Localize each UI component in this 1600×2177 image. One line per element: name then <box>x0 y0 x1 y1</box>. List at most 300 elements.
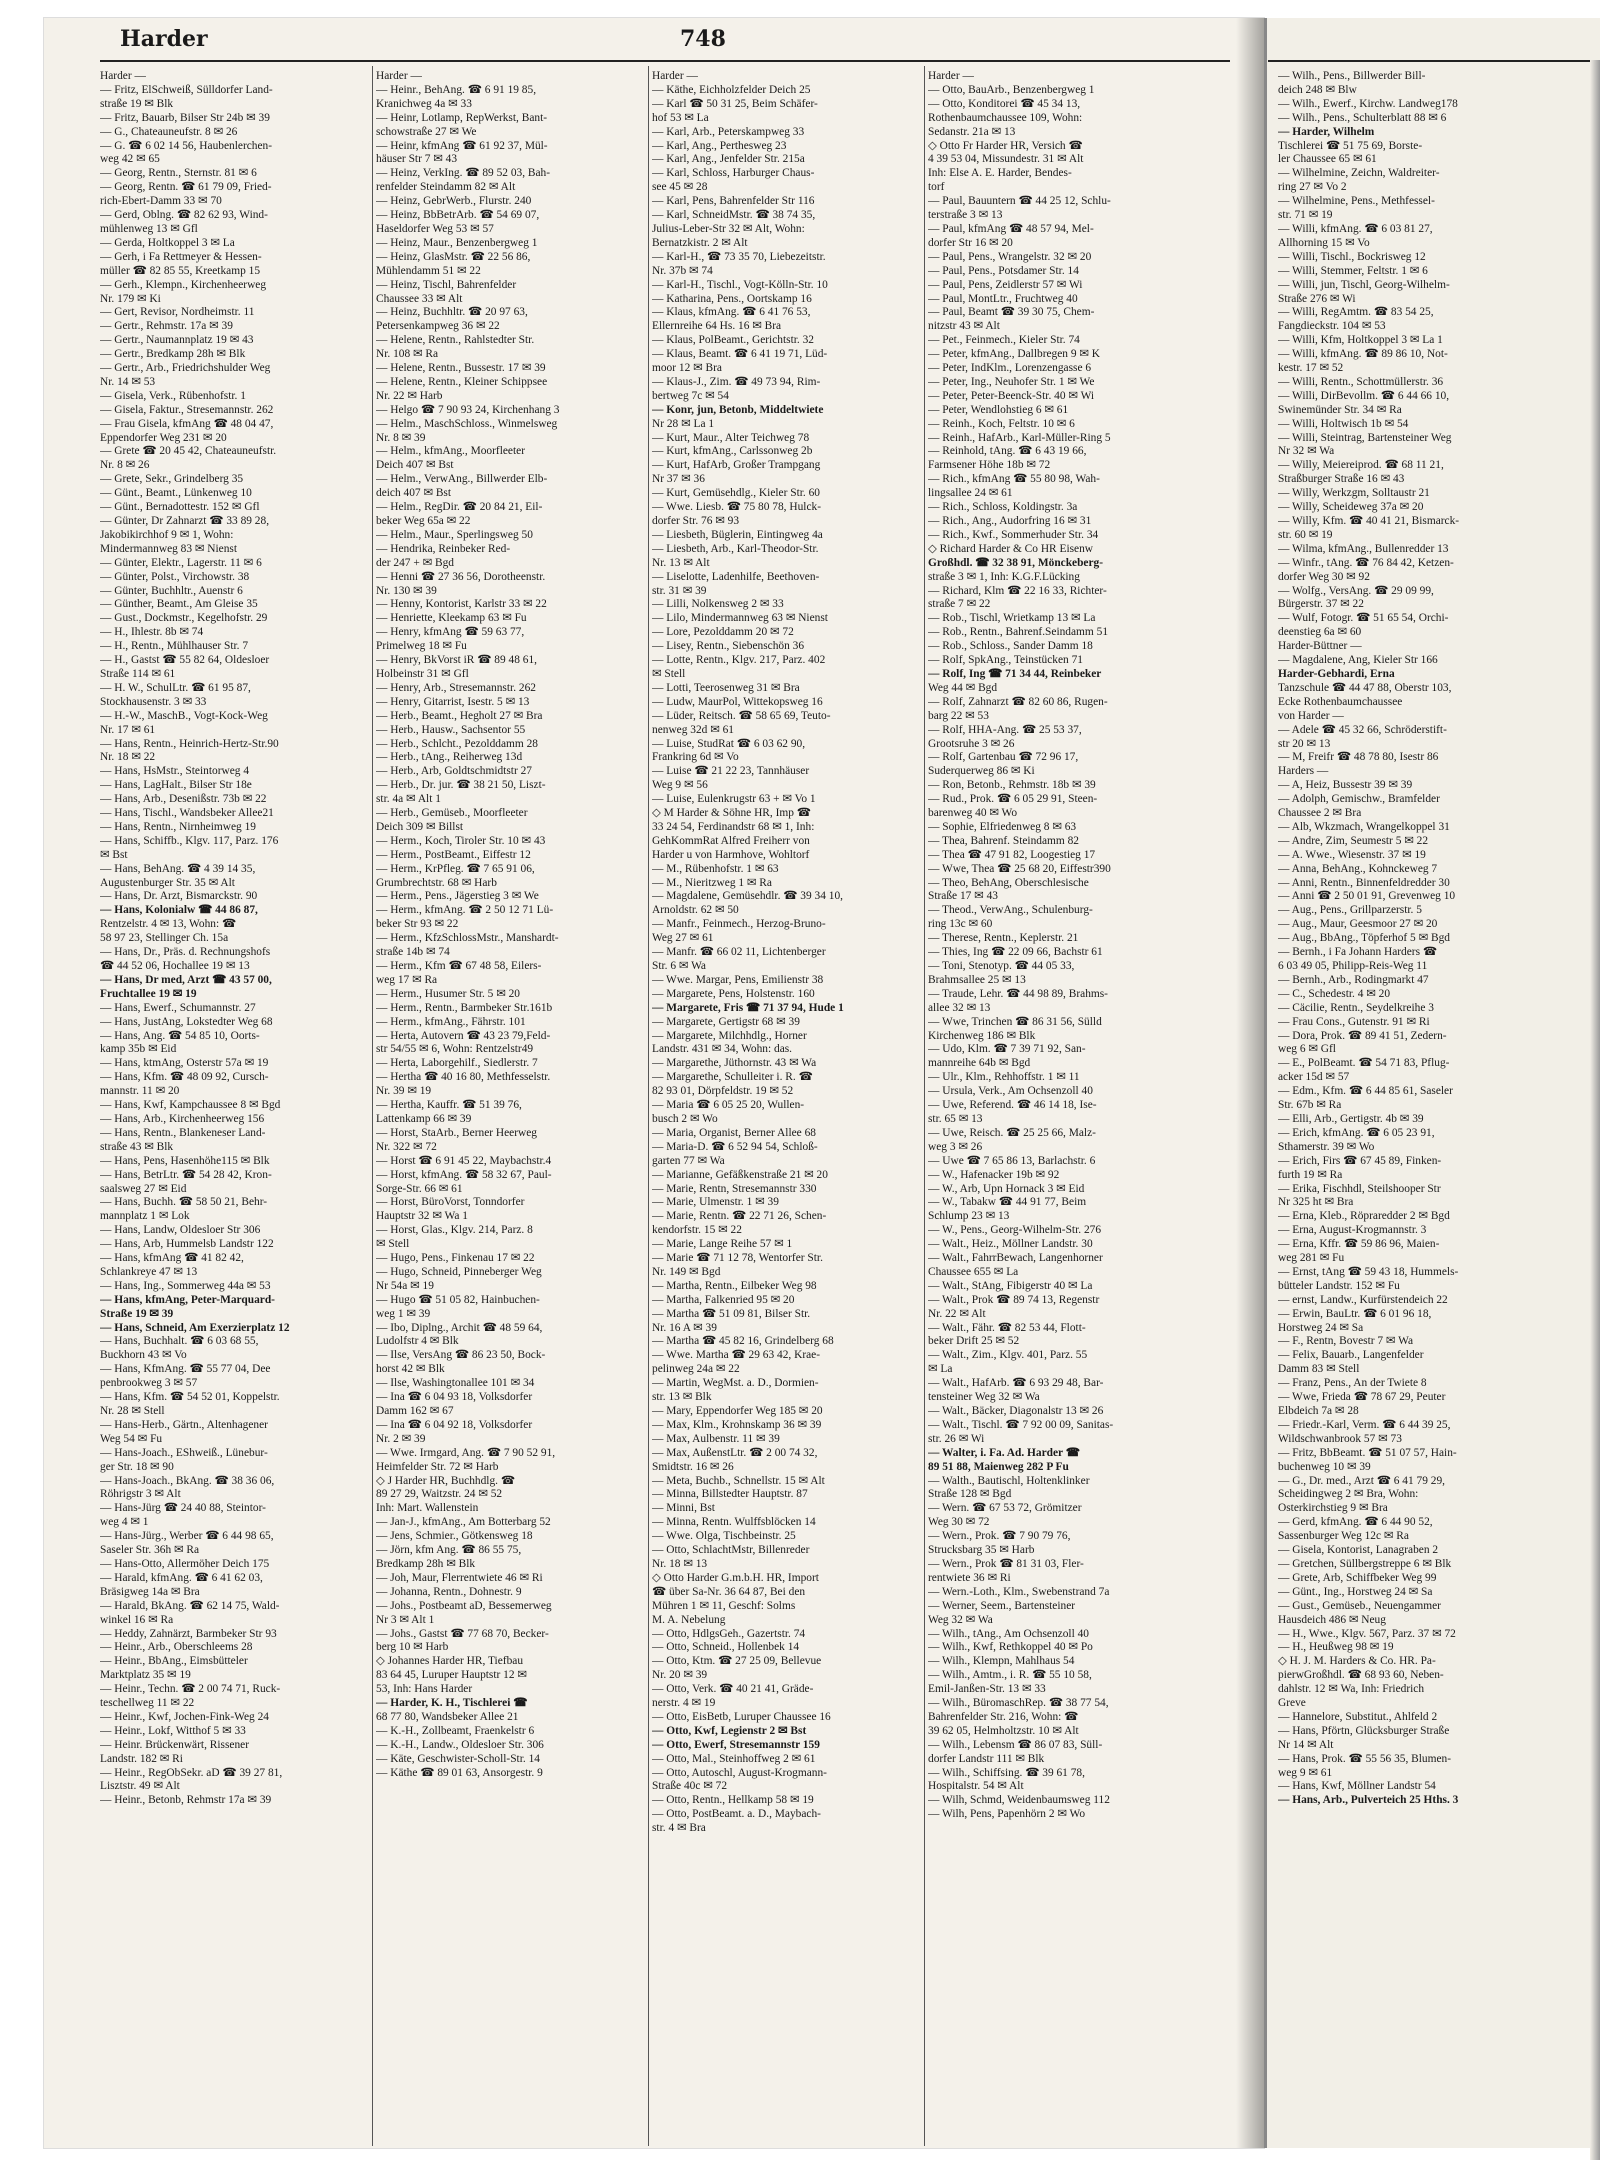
directory-entry-line: — Günt., Ing., Horstweg 24 ✉ Sa <box>1278 1585 1433 1598</box>
directory-entry-line: — Wwe, Trinchen ☎ 86 31 56, Sülld <box>928 1015 1102 1028</box>
directory-entry-line: — Ulr., Klm., Rehhoffstr. 1 ✉ 11 <box>928 1071 1080 1084</box>
directory-entry-line: — Karl, SchneidMstr. ☎ 38 74 35, <box>652 209 816 222</box>
directory-entry-line: — A. Wwe., Wiesenstr. 37 ✉ 19 <box>1278 848 1426 861</box>
directory-entry-line: — Hans, KfmAng. ☎ 55 77 04, Dee <box>100 1363 271 1376</box>
directory-entry-line: mannstr. 11 ✉ 20 <box>100 1085 180 1098</box>
directory-entry-line: — Rich., Ang., Audorfring 16 ✉ 31 <box>928 515 1092 527</box>
directory-entry-line: — Luise, StudRat ☎ 6 03 62 90, <box>652 737 806 750</box>
directory-entry-line: — Martha ☎ 45 82 16, Grindelberg 68 <box>652 1335 834 1348</box>
directory-entry-line: — Reinh., Koch, Feltstr. 10 ✉ 6 <box>928 417 1075 430</box>
directory-entry-line: 89 51 88, Maienweg 282 P Fu <box>928 1460 1069 1473</box>
directory-entry-line: — Jens, Schmier., Götkensweg 18 <box>376 1530 533 1543</box>
directory-entry-line: — Margarete, Milchhdlg., Horner <box>652 1029 807 1042</box>
directory-entry-line: — Peter, Wendlohstieg 6 ✉ 61 <box>928 403 1069 416</box>
directory-entry-line: — Aug., Pens., Grillparzerstr. 5 <box>1278 904 1422 917</box>
directory-entry-line: — Helm., kfmAng., Moorfleeter <box>376 445 525 458</box>
directory-entry-line: — Gerda, Holtkoppel 3 ✉ La <box>100 236 235 249</box>
directory-entry-line: weg 42 ✉ 65 <box>100 153 160 166</box>
directory-entry-line: — Käte, Geschwister-Scholl-Str. 14 <box>376 1752 540 1765</box>
directory-entry-line: Weg 9 ✉ 56 <box>652 779 708 792</box>
directory-entry-line: 58 97 23, Stellinger Ch. 15a <box>100 932 229 945</box>
directory-entry-line: str. 71 ✉ 19 <box>1278 209 1333 222</box>
directory-entry-line: Elbdeich 7a ✉ 28 <box>1278 1405 1359 1417</box>
directory-entry-line: Straßburger Straße 16 ✉ 43 <box>1278 473 1405 486</box>
directory-entry-line: — Grete, Sekr., Grindelberg 35 <box>100 473 244 486</box>
directory-entry-line: — Willi, Stemmer, Feltstr. 1 ✉ 6 <box>1278 264 1428 277</box>
directory-entry-line: — Peter, Ing., Neuhofer Str. 1 ✉ We <box>928 375 1095 388</box>
directory-entry-line: — Hans, BetrLtr. ☎ 54 28 42, Kron- <box>100 1168 272 1181</box>
directory-entry-line: kamp 35b ✉ Eid <box>100 1043 177 1056</box>
directory-entry-line: — Therese, Rentn., Keplerstr. 21 <box>928 932 1079 945</box>
directory-entry-line: winkel 16 ✉ Ra <box>100 1613 174 1626</box>
directory-entry-line: — Friedr.-Karl, Verm. ☎ 6 44 39 25, <box>1278 1418 1451 1431</box>
directory-entry-line: — Jörn, kfm Ang. ☎ 86 55 75, <box>376 1544 522 1557</box>
directory-entry-line: Harder u von Harmhove, Wohltorf <box>652 848 810 861</box>
directory-entry-line: Horstweg 24 ✉ Sa <box>1278 1321 1364 1334</box>
directory-entry-line: acker 15d ✉ 57 <box>1278 1071 1350 1084</box>
directory-entry-line: ◇ H. J. M. Harders & Co. HR. Pa- <box>1278 1655 1436 1668</box>
directory-entry-line: — Liesbeth, Büglerin, Eintingweg 4a <box>652 528 823 541</box>
directory-entry-line: — W., Hafenacker 19b ✉ 92 <box>928 1168 1060 1181</box>
directory-entry-line: — Hans, Ewerf., Schumannstr. 27 <box>100 1001 256 1014</box>
directory-entry-line: dorfer Str. 76 ✉ 93 <box>652 515 740 527</box>
directory-entry-line: — Hans, Kfm. ☎ 48 09 92, Cursch- <box>100 1071 269 1084</box>
directory-entry-line: — Willy, Kfm. ☎ 40 41 21, Bismarck- <box>1278 515 1460 527</box>
directory-entry-line: — Hans, HsMstr., Steintorweg 4 <box>100 765 250 778</box>
directory-entry-line: horst 42 ✉ Blk <box>376 1363 445 1376</box>
directory-entry-line: — ernst, Landw., Kurfürstendeich 22 <box>1278 1293 1448 1306</box>
directory-entry-line: — Elli, Arb., Gertigstr. 4b ✉ 39 <box>1278 1112 1424 1125</box>
directory-entry-line: — Hans, LagHalt., Bilser Str 18e <box>100 779 252 792</box>
directory-entry-line: — Günter, Buchhltr., Auenstr 6 <box>100 584 243 597</box>
column-heading: Harder — <box>928 70 974 82</box>
directory-entry-line: — Kurt, HafArb, Großer Trampgang <box>652 459 821 472</box>
directory-entry-line: — Henny, Kontorist, Karlstr 33 ✉ 22 <box>376 598 547 611</box>
directory-entry-line: mühlenweg 13 ✉ Gfl <box>100 222 198 235</box>
directory-entry-line: Nr. 16 A ✉ 39 <box>652 1321 717 1334</box>
directory-entry-line: berg 10 ✉ Harb <box>376 1641 449 1654</box>
directory-entry-line: — H., Heußweg 98 ✉ 19 <box>1278 1641 1394 1654</box>
directory-entry-line: beker Str 93 ✉ 22 <box>376 918 459 931</box>
directory-entry-line: Nr. 13 ✉ Alt <box>652 556 710 569</box>
column-divider <box>924 66 925 2146</box>
directory-entry-line: — Lilo, Mindermannweg 63 ✉ Nienst <box>652 612 828 625</box>
directory-entry-line: weg 17 ✉ Ra <box>376 973 438 986</box>
directory-entry-line: — Helene, Rentn., Kleiner Schippsee <box>376 375 548 388</box>
directory-entry-line: — Martin, WegMst. a. D., Dormien- <box>652 1377 819 1390</box>
directory-entry-line: — Walt., Zim., Klgv. 401, Parz. 55 <box>928 1349 1088 1362</box>
directory-entry-line: — Willy, Meiereiprod. ☎ 68 11 21, <box>1278 459 1444 472</box>
directory-entry-line: — Otto, Konditorei ☎ 45 34 13, <box>928 97 1081 110</box>
directory-entry-line: — Franz, Pens., An der Twiete 8 <box>1278 1377 1427 1390</box>
directory-entry-line: Landstr. 182 ✉ Ri <box>100 1752 183 1765</box>
directory-entry-line: — W., Pens., Georg-Wilhelm-Str. 276 <box>928 1224 1102 1237</box>
directory-entry-line: Bahrenfelder Str. 216, Wohn: ☎ <box>928 1710 1079 1723</box>
directory-entry-line: — Hans, Kwf, Kampchaussee 8 ✉ Bgd <box>100 1099 281 1112</box>
directory-entry-line: — Henry, kfmAng ☎ 59 63 77, <box>376 626 525 639</box>
directory-entry-line: Fruchtallee 19 ✉ 19 <box>100 987 197 1000</box>
directory-entry-line: — Gisela, Verk., Rübenhofstr. 1 <box>100 389 246 402</box>
directory-entry-line: — Otto, PostBeamt. a. D., Maybach- <box>652 1808 821 1821</box>
directory-entry-line: Weg 32 ✉ Wa <box>928 1613 993 1626</box>
directory-entry-line: — Hans, Pförtn, Glücksburger Straße <box>1278 1724 1450 1737</box>
directory-entry-line: ✉ Stell <box>376 1238 410 1251</box>
directory-entry-line: — Hans, Tischl., Wandsbeker Allee21 <box>100 807 274 820</box>
directory-entry-line: — Rob., Rentn., Bahrenf.Seindamm 51 <box>928 626 1109 639</box>
directory-entry-line: — Günter, Polst., Virchowstr. 38 <box>100 570 250 583</box>
directory-entry-line: Ludolfstr 4 ✉ Blk <box>376 1335 459 1348</box>
column-heading: Harder — <box>376 70 422 82</box>
directory-entry-line: — Hans, Ing., Sommerweg 44a ✉ 53 <box>100 1279 271 1292</box>
page-header-name: Harder <box>120 26 208 52</box>
directory-entry-line: — Hans-Otto, Allermöher Deich 175 <box>100 1557 270 1570</box>
directory-entry-line: Weg 44 ✉ Bgd <box>928 681 998 694</box>
directory-entry-line: — Herm., Koch, Tiroler Str. 10 ✉ 43 <box>376 834 546 847</box>
directory-entry-line: busch 2 ✉ Wo <box>652 1112 718 1125</box>
directory-entry-line: pelinweg 24a ✉ 22 <box>652 1363 740 1376</box>
directory-entry-line: weg 3 ✉ 26 <box>928 1140 983 1153</box>
directory-entry-line: ✉ La <box>928 1363 953 1376</box>
directory-entry-line: — Margarete, Gertigstr 68 ✉ 39 <box>652 1015 800 1028</box>
directory-entry-line: Nr. 8 ✉ 26 <box>100 459 150 472</box>
directory-entry-line: — Wilh., Amtm., i. R. ☎ 55 10 58, <box>928 1669 1092 1682</box>
directory-entry-line: — Rolf, HHA-Ang. ☎ 25 53 37, <box>928 723 1082 736</box>
directory-entry-line: — Willi, kfmAng. ☎ 89 86 10, Not- <box>1278 348 1448 361</box>
directory-entry-line: dorfer Str 16 ✉ 20 <box>928 236 1013 249</box>
directory-entry-line: — Otto, Schneid., Hollenbek 14 <box>652 1641 800 1654</box>
directory-entry-line: str. 65 ✉ 13 <box>928 1112 983 1125</box>
directory-entry-line: Frankring 6d ✉ Vo <box>652 751 739 764</box>
directory-entry-line: — Thies, Ing ☎ 22 09 66, Bachstr 61 <box>928 946 1103 959</box>
directory-entry-line: — Anni, Rentn., Binnenfeldredder 30 <box>1278 876 1450 889</box>
directory-entry-line: — Martha ☎ 51 09 81, Bilser Str. <box>652 1307 811 1320</box>
directory-entry-line: — Hans, Rentn., Heinrich-Hertz-Str.90 <box>100 737 279 750</box>
directory-entry-line: — Magdalene, Ang, Kieler Str 166 <box>1278 654 1438 667</box>
directory-entry-line: — Manfr. ☎ 66 02 11, Lichtenberger <box>652 946 826 959</box>
directory-entry-line: — Günter, Dr Zahnarzt ☎ 33 89 28, <box>100 515 270 527</box>
directory-entry-line: — Paul, Pens., Potsdamer Str. 14 <box>928 264 1079 277</box>
gutter-shadow <box>1236 18 1266 2148</box>
directory-entry-line: — Lotti, Teerosenweg 31 ✉ Bra <box>652 681 800 694</box>
directory-entry-line: — Maria, Organist, Berner Allee 68 <box>652 1126 816 1139</box>
directory-entry-line: — M., Nieritzweg 1 ✉ Ra <box>652 876 772 889</box>
directory-entry-line: Harder-Gebhardi, Erna <box>1278 667 1395 680</box>
directory-entry-line: — Herb., Dr. jur. ☎ 38 21 50, Liszt- <box>376 779 546 792</box>
directory-entry-line: Nr. 39 ✉ 19 <box>376 1085 432 1098</box>
directory-entry-line: Chaussee 655 ✉ La <box>928 1265 1019 1278</box>
directory-entry-line: — Walth., Bautischl, Holtenklinker <box>928 1474 1090 1487</box>
directory-entry-line: Nr 3 ✉ Alt 1 <box>376 1613 435 1626</box>
directory-entry-line: ◇ Richard Harder & Co HR Eisenw <box>928 542 1094 555</box>
directory-entry-line: Rentzelstr. 4 ✉ 13, Wohn: ☎ <box>100 918 237 931</box>
directory-entry-line: — H. W., SchulLtr. ☎ 61 95 87, <box>100 681 251 694</box>
directory-entry-line: Smidtstr. 16 ✉ 26 <box>652 1460 734 1473</box>
directory-entry-line: — Wwe. Martha ☎ 29 63 42, Krae- <box>652 1349 821 1362</box>
directory-entry-line: Primelweg 18 ✉ Fu <box>376 640 467 653</box>
directory-entry-line: — Andre, Zim, Seumestr 5 ✉ 22 <box>1278 834 1429 847</box>
directory-entry-line: Nr. 149 ✉ Bgd <box>652 1265 721 1278</box>
directory-entry-line: — Joh, Maur, Flerrentwiete 46 ✉ Ri <box>376 1571 543 1584</box>
directory-entry-line: str 20 ✉ 13 <box>1278 737 1331 750</box>
directory-entry-line: — Walt., Tischl. ☎ 7 92 00 09, Sanitas- <box>928 1418 1114 1431</box>
directory-entry-line: Sthamerstr. 39 ✉ Wo <box>1278 1140 1375 1153</box>
directory-entry-line: Sassenburger Weg 12c ✉ Ra <box>1278 1530 1409 1543</box>
directory-entry-line: Mindermannweg 83 ✉ Nienst <box>100 542 238 555</box>
directory-entry-line: häuser Str 7 ✉ 43 <box>376 153 458 166</box>
directory-entry-line: — Willy, Werkzgm, Solltaustr 21 <box>1278 487 1430 500</box>
directory-entry-line: Nr. 108 ✉ Ra <box>376 348 439 361</box>
directory-entry-line: dahlstr. 12 ✉ Wa, Inh: Friedrich <box>1278 1683 1425 1696</box>
directory-entry-line: Nr. 14 ✉ 53 <box>100 375 156 388</box>
directory-entry-line: — Martha, Rentn., Eilbeker Weg 98 <box>652 1279 817 1292</box>
directory-entry-line: Nr. 179 ✉ Ki <box>100 292 161 305</box>
directory-entry-line: — Herta, Autovern ☎ 43 23 79,Feld- <box>376 1029 551 1042</box>
directory-entry-line: straße 3 ✉ 1, Inh: K.G.F.Lücking <box>928 570 1080 583</box>
directory-entry-line: — Gertr., Arb., Friedrichshulder Weg <box>100 362 271 375</box>
directory-entry-line: — Rob., Schloss., Sander Damm 18 <box>928 640 1093 653</box>
directory-entry-line: — Luise, Eulenkrugstr 63 + ✉ Vo 1 <box>652 793 816 806</box>
directory-entry-line: Nr 14 ✉ Alt <box>1278 1738 1334 1751</box>
directory-entry-line: — Frau Gisela, kfmAng ☎ 48 04 47, <box>100 417 274 430</box>
directory-entry-line: Fangdieckstr. 104 ✉ 53 <box>1278 320 1386 333</box>
directory-entry-line: rentwiete 36 ✉ Ri <box>928 1571 1011 1584</box>
directory-entry-line: — Marie, Lange Reihe 57 ✉ 1 <box>652 1238 793 1251</box>
directory-entry-line: — Günther, Beamt., Am Gleise 35 <box>100 598 258 611</box>
directory-entry-line: Marktplatz 35 ✉ 19 <box>100 1669 191 1682</box>
directory-entry-line: garten 77 ✉ Wa <box>652 1154 725 1167</box>
directory-entry-line: Saseler Str. 36h ✉ Ra <box>100 1544 200 1557</box>
directory-entry-line: — Peter, kfmAng., Dallbregen 9 ✉ K <box>928 348 1100 361</box>
directory-entry-line: ger Str. 18 ✉ 90 <box>100 1460 174 1473</box>
directory-entry-line: — Grete ☎ 20 45 42, Chateauneufstr. <box>100 445 277 458</box>
directory-entry-line: — Herm., KfzSchlossMstr., Manshardt- <box>376 932 559 945</box>
directory-entry-line: — Gert, Revisor, Nordheimstr. 11 <box>100 306 255 319</box>
directory-column-3 <box>652 70 920 1836</box>
directory-entry-line: kestr. 17 ✉ 52 <box>1278 362 1344 375</box>
directory-entry-line: — Gerd, kfmAng. ☎ 6 44 90 52, <box>1278 1516 1433 1529</box>
directory-entry-line: — Reinh., HafArb., Karl-Müller-Ring 5 <box>928 431 1111 444</box>
directory-entry-line: torf <box>928 181 945 194</box>
directory-entry-line: Nr. 8 ✉ 39 <box>376 431 426 444</box>
directory-entry-line: Damm 83 ✉ Stell <box>1278 1363 1360 1376</box>
directory-entry-line: — Ron, Betonb., Rehmstr. 18b ✉ 39 <box>928 779 1096 792</box>
directory-entry-line: — Käthe ☎ 89 01 63, Ansorgestr. 9 <box>376 1766 543 1779</box>
directory-entry-line: — Ursula, Verk., Am Ochsenzoll 40 <box>928 1085 1093 1098</box>
directory-entry-line: — Klaus, kfmAng. ☎ 6 41 76 53, <box>652 306 811 319</box>
directory-entry-line: — Hans, Rentn., Nirnheimweg 19 <box>100 820 256 833</box>
directory-entry-line: ◇ J Harder HR, Buchhdlg. ☎ <box>376 1474 516 1487</box>
directory-entry-line: 82 93 01, Dörpfeldstr. 19 ✉ 52 <box>652 1085 794 1098</box>
directory-entry-line: — Otto, Verk. ☎ 40 21 41, Gräde- <box>652 1683 814 1696</box>
directory-entry-line: — Hans, Pens, Hasenhöhe115 ✉ Blk <box>100 1154 270 1167</box>
directory-entry-line: Sedanstr. 21a ✉ 13 <box>928 125 1016 138</box>
directory-entry-line: beker Drift 25 ✉ 52 <box>928 1335 1020 1348</box>
directory-entry-line: barenweg 40 ✉ Wo <box>928 807 1018 820</box>
directory-entry-line: — Ernst, tAng ☎ 59 43 18, Hummels- <box>1278 1265 1459 1278</box>
directory-entry-line: — Wulf, Fotogr. ☎ 51 65 54, Orchi- <box>1278 612 1449 625</box>
directory-entry-line: — Helm., RegDir. ☎ 20 84 21, Eil- <box>376 501 543 514</box>
directory-entry-line: 68 77 80, Wandsbeker Allee 21 <box>376 1710 519 1723</box>
directory-entry-line: — Heinz, GebrWerb., Flurstr. 240 <box>376 195 532 208</box>
directory-entry-line: — Wolfg., VersAng. ☎ 29 09 99, <box>1278 584 1434 597</box>
directory-entry-line: — Gerh., Klempn., Kirchenheerweg <box>100 278 267 291</box>
directory-entry-line: ✉ Bst <box>100 848 128 861</box>
directory-entry-line: — Heinz, Maur., Benzenbergweg 1 <box>376 236 538 249</box>
directory-entry-line: Farmsener Höhe 18b ✉ 72 <box>928 459 1051 472</box>
directory-entry-line: — Hans, Arb., Desenißstr. 73b ✉ 22 <box>100 793 267 806</box>
directory-entry-line: — Heinr., BehAng. ☎ 6 91 19 85, <box>376 83 537 96</box>
directory-entry-line: — Erna, Kleb., Röpraredder 2 ✉ Bgd <box>1278 1210 1450 1223</box>
directory-entry-line: Nr. 130 ✉ 39 <box>376 584 437 597</box>
directory-entry-line: — Wern., Prok ☎ 81 31 03, Fler- <box>928 1557 1084 1570</box>
directory-entry-line: — Karl, Schloss, Harburger Chaus- <box>652 167 815 180</box>
directory-entry-line: — Ludw, MaurPol, Wittekopsweg 16 <box>652 695 823 708</box>
directory-entry-line: — Hans, Buchhalt. ☎ 6 03 68 55, <box>100 1335 259 1348</box>
directory-entry-line: ◇ Otto Fr Harder HR, Versich ☎ <box>928 139 1083 152</box>
directory-entry-line: — Willi, DirBevollm. ☎ 6 44 66 10, <box>1278 389 1450 402</box>
directory-entry-line: — Erna, Kffr. ☎ 59 86 96, Maien- <box>1278 1238 1440 1251</box>
directory-entry-line: Nr 54a ✉ 19 <box>376 1279 434 1292</box>
directory-entry-line: Wildschwanbrook 57 ✉ 73 <box>1278 1432 1402 1445</box>
directory-entry-line: Bredkamp 28h ✉ Blk <box>376 1557 476 1570</box>
directory-entry-line: — Heinr, kfmAng ☎ 61 92 37, Mül- <box>376 139 548 152</box>
directory-entry-line: — Otto, HdlgsGeh., Gazertstr. 74 <box>652 1627 806 1640</box>
directory-entry-line: 33 24 54, Ferdinandstr 68 ✉ 1, Inh: <box>652 820 815 833</box>
directory-entry-line: — Herb., Arb, Goldtschmidtstr 27 <box>376 765 532 778</box>
directory-entry-line: str. 60 ✉ 19 <box>1278 528 1333 541</box>
directory-entry-line: — Thea, Bahrenf. Steindamm 82 <box>928 834 1079 847</box>
directory-entry-line: — Herm., Kfm ☎ 67 48 58, Eilers- <box>376 960 542 972</box>
directory-entry-line: — Herb., Gemüseb., Moorfleeter <box>376 807 528 820</box>
directory-entry-line: — Wwe. Olga, Tischbeinstr. 25 <box>652 1530 796 1543</box>
directory-entry-line: — Johs., Gastst ☎ 77 68 70, Becker- <box>376 1627 549 1640</box>
directory-entry-line: str. 4a ✉ Alt 1 <box>376 793 441 806</box>
directory-entry-line: — Lotte, Rentn., Klgv. 217, Parz. 402 <box>652 654 826 667</box>
directory-entry-line: — Herm., Pens., Jägerstieg 3 ✉ We <box>376 890 539 903</box>
directory-entry-line: — Helene, Rentn., Bussestr. 17 ✉ 39 <box>376 362 546 375</box>
directory-entry-line: lingsallee 24 ✉ 61 <box>928 487 1013 500</box>
directory-entry-line: Hausdeich 486 ✉ Neug <box>1278 1613 1386 1626</box>
directory-entry-line: — Erich, kfmAng. ☎ 6 05 23 91, <box>1278 1126 1435 1139</box>
page-number: 748 <box>680 26 726 52</box>
directory-entry-line: Buckhorn 43 ✉ Vo <box>100 1349 187 1362</box>
directory-entry-line: — Gertr., Bredkamp 28h ✉ Blk <box>100 348 246 361</box>
directory-entry-line: — Paul, kfmAng ☎ 48 57 94, Mel- <box>928 222 1094 235</box>
directory-entry-line: mannplatz 1 ✉ Lok <box>100 1210 190 1223</box>
directory-column-4 <box>928 70 1196 1822</box>
directory-entry-line: — Hans, Dr. Arzt, Bismarckstr. 90 <box>100 890 258 903</box>
directory-entry-line: — W., Arb, Upn Hornack 3 ✉ Eid <box>928 1182 1085 1195</box>
directory-entry-line: — Heinr, Lotlamp, RepWerkst, Bant- <box>376 111 548 124</box>
directory-entry-line: Nr. 37b ✉ 74 <box>652 264 713 277</box>
directory-entry-line: — Ilse, Washingtonallee 101 ✉ 34 <box>376 1377 535 1390</box>
directory-entry-line: Nr. 2 ✉ 39 <box>376 1432 426 1445</box>
directory-entry-line: Str. 67b ✉ Ra <box>1278 1099 1342 1112</box>
directory-entry-line: — Peter, IndKlm., Lorenzengasse 6 <box>928 362 1092 375</box>
directory-entry-line: Nr 325 ht ✉ Bra <box>1278 1196 1354 1209</box>
directory-entry-line: renfelder Steindamm 82 ✉ Alt <box>376 181 516 194</box>
directory-entry-line: — Walt., HafArb. ☎ 6 93 29 48, Bar- <box>928 1377 1104 1390</box>
directory-entry-line: — Hans, BehAng. ☎ 4 39 14 35, <box>100 862 256 875</box>
directory-entry-line: Ecke Rothenbaumchaussee <box>1278 695 1403 708</box>
directory-entry-line: — H., Wwe., Klgv. 567, Parz. 37 ✉ 72 <box>1278 1627 1456 1640</box>
directory-entry-line: — Manfr., Feinmech., Herzog-Bruno- <box>652 918 826 931</box>
directory-entry-line: — Gisela, Faktur., Stresemannstr. 262 <box>100 403 274 416</box>
directory-entry-line: — Hans, Prok. ☎ 55 56 35, Blumen- <box>1278 1752 1452 1765</box>
column-heading: Harder — <box>652 70 698 82</box>
directory-entry-line: Nr. 22 ✉ Alt <box>928 1307 986 1320</box>
directory-entry-line: 89 27 29, Waitzstr. 24 ✉ 52 <box>376 1488 503 1501</box>
directory-entry-line: — Kurt, Maur., Alter Teichweg 78 <box>652 431 810 444</box>
directory-entry-line: — Helgo ☎ 7 90 93 24, Kirchenhang 3 <box>376 403 560 416</box>
directory-entry-line: Weg 30 ✉ 72 <box>928 1516 990 1529</box>
directory-entry-line: — Wwe, Frieda ☎ 78 67 29, Peuter <box>1278 1391 1446 1404</box>
directory-entry-line: — Klaus-J., Zim. ☎ 49 73 94, Rim- <box>652 375 821 388</box>
directory-entry-line: M. A. Nebelung <box>652 1613 726 1626</box>
directory-entry-line: — Hans, kfmAng, Peter-Marquard- <box>100 1293 275 1306</box>
directory-entry-line: — Edm., Kfm. ☎ 6 44 85 61, Saseler <box>1278 1085 1453 1098</box>
directory-entry-line: — Wilh., BüromaschRep. ☎ 38 77 54, <box>928 1697 1109 1710</box>
directory-entry-line: Nr. 18 ✉ 13 <box>652 1557 708 1570</box>
directory-entry-line: — G., Dr. med., Arzt ☎ 6 41 79 29, <box>1278 1474 1445 1487</box>
directory-entry-line: Schlankreye 47 ✉ 13 <box>100 1265 198 1278</box>
directory-entry-line: str 54/55 ✉ 6, Wohn: Rentzelstr49 <box>376 1043 534 1056</box>
directory-entry-line: — Herm., kfmAng. ☎ 2 50 12 71 Lü- <box>376 904 554 917</box>
facing-header-rule <box>1268 60 1600 62</box>
directory-entry-line: — Willi, jun, Tischl, Georg-Wilhelm- <box>1278 278 1450 291</box>
directory-entry-line: saalsweg 27 ✉ Eid <box>100 1182 187 1195</box>
directory-entry-line: Suderquerweg 86 ✉ Ki <box>928 765 1035 778</box>
directory-entry-line: — Hans, Ang. ☎ 54 85 10, Oorts- <box>100 1029 260 1042</box>
directory-entry-line: Tanzschule ☎ 44 47 88, Oberstr 103, <box>1278 681 1452 694</box>
directory-entry-line: — Wilh., Schiffsing. ☎ 39 61 78, <box>928 1766 1085 1779</box>
directory-entry-line: Mühlendamm 51 ✉ 22 <box>376 264 481 277</box>
directory-entry-line: — Paul, MontLtr., Fruchtweg 40 <box>928 292 1078 305</box>
directory-entry-line: — Hannelore, Substitut., Ahlfeld 2 <box>1278 1710 1438 1723</box>
directory-entry-line: nenweg 32d ✉ 61 <box>652 723 734 736</box>
directory-entry-line: — Kurt, kfmAng., Carlssonweg 2b <box>652 445 813 458</box>
directory-entry-line: — Hertha ☎ 40 16 80, Methfesselstr. <box>376 1071 551 1084</box>
directory-entry-line: Hospitalstr. 54 ✉ Alt <box>928 1780 1024 1793</box>
directory-entry-line: — Hans, kfmAng ☎ 41 82 42, <box>100 1252 244 1265</box>
directory-entry-line: — Max, Aulbenstr. 11 ✉ 39 <box>652 1432 780 1445</box>
directory-entry-line: — Otto, Rentn., Hellkamp 58 ✉ 19 <box>652 1794 814 1807</box>
directory-entry-line: Strucksbarg 35 ✉ Harb <box>928 1544 1035 1557</box>
directory-entry-line: — Otto, Autoschl, August-Krogmann- <box>652 1766 827 1779</box>
directory-entry-line: — Kurt, Gemüsehdlg., Kieler Str. 60 <box>652 487 820 500</box>
directory-entry-line: — Rolf, Zahnarzt ☎ 82 60 86, Rugen- <box>928 695 1108 708</box>
directory-entry-line: straße 14b ✉ 74 <box>376 946 450 959</box>
directory-entry-line: — Alb, Wkzmach, Wrangelkoppel 31 <box>1278 820 1450 833</box>
directory-entry-line: Nr 32 ✉ Wa <box>1278 445 1335 458</box>
directory-entry-line: — Werner, Seem., Bartensteiner <box>928 1599 1076 1612</box>
directory-entry-line: Brahmsallee 25 ✉ 13 <box>928 973 1026 986</box>
directory-entry-line: — Rich., kfmAng ☎ 55 80 98, Wah- <box>928 473 1100 486</box>
directory-entry-line: der 247 + ✉ Bgd <box>376 556 454 569</box>
directory-entry-line: Bräsigweg 14a ✉ Bra <box>100 1585 200 1598</box>
directory-entry-line: — Anna, BehAng., Kohnckeweg 7 <box>1278 862 1438 875</box>
directory-entry-line: — Karl, Ang., Jenfelder Str. 215a <box>652 153 805 166</box>
directory-entry-line: — Walt., Fähr. ☎ 82 53 44, Flott- <box>928 1321 1086 1334</box>
directory-entry-line: — Erika, Fischhdl, Steilshooper Str <box>1278 1182 1441 1195</box>
directory-entry-line: — Paul, Pens, Zeidlerstr 57 ✉ Wi <box>928 278 1083 291</box>
directory-entry-line: — Margarethe, Schulleiter i. R. ☎ <box>652 1071 813 1084</box>
directory-entry-line: — Willi, Rentn., Schottmüllerstr. 36 <box>1278 375 1444 388</box>
directory-entry-line: — Käthe, Eichholzfelder Deich 25 <box>652 83 811 96</box>
directory-entry-line: — Helm., Maur., Sperlingsweg 50 <box>376 528 533 541</box>
directory-entry-line: Nr 37 ✉ 36 <box>652 473 705 486</box>
directory-entry-line: — Hans, Landw, Oldesloer Str 306 <box>100 1224 261 1237</box>
